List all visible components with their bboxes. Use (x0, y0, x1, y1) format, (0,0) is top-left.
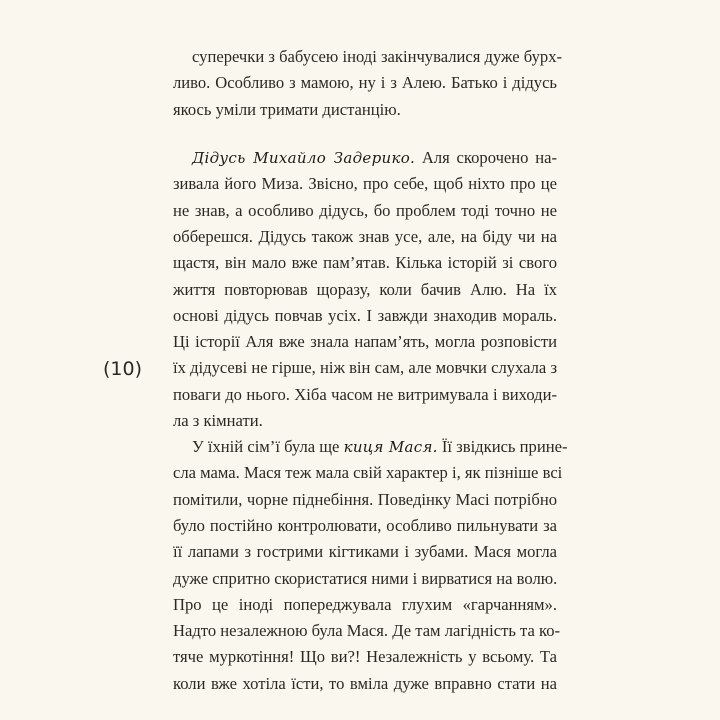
text-segment: життя повторював щоразу, коли бачив Алю. На їх (173, 279, 557, 299)
text-line (173, 224, 557, 250)
text-line (173, 644, 557, 670)
text-line (173, 460, 563, 486)
text-segment: поваги до нього. Хіба часом не витримувала і виходи- (173, 384, 557, 404)
text-segment: У їхній сім’ї була ще (192, 437, 344, 456)
text-line (173, 145, 557, 171)
handwritten-name: киця Мася. (343, 438, 438, 456)
text-line (173, 250, 557, 276)
text-segment: коли вже хотіла їсти, то вміла дуже вправно стати на (173, 673, 557, 693)
text-segment: ливо. Особливо з мамою, ну і з Алею. Батько і дідусь (173, 73, 557, 93)
text-line (173, 513, 557, 539)
text-segment: суперечки з бабусею іноді закінчувалися дуже бурх- (192, 47, 563, 66)
text-line (173, 618, 561, 644)
handwritten-name: Дідусь Михайло Задерико. (192, 149, 416, 167)
text-segment: її лапами з гострими кігтиками і зубами. Мася могла (173, 542, 557, 562)
text-segment: тяче муркотіння! Що ви?! Незалежність у всьому. Та (173, 647, 557, 667)
text-segment: Надто незалежною була Мася. Де там лагідність та ко- (173, 621, 561, 641)
text-line (173, 70, 557, 96)
text-line (173, 303, 557, 329)
text-line (173, 44, 563, 70)
text-line (173, 382, 557, 408)
text-segment: щастя, він мало вже пам’ятав. Кілька історій зі свого (173, 253, 557, 273)
text-segment: обберешся. Дідусь також знав усе, але, на біду чи на (173, 226, 557, 246)
text-segment: ла з кімнати. (173, 411, 263, 430)
text-segment: помітили, чорне піднебіння. Поведінку Масі потрібно (173, 489, 557, 509)
text-segment: Її звідкись прине- (437, 437, 568, 456)
text-line (173, 671, 557, 697)
text-segment: Аля скорочено на- (415, 148, 558, 167)
text-line (173, 539, 557, 565)
text-segment: якось уміли тримати дистанцію. (173, 99, 401, 119)
margin-page-note: (10) (103, 358, 143, 380)
text-segment: їх дідусеві не гірше, ніж він сам, але мовчки слухала з (173, 358, 557, 378)
text-line (173, 592, 557, 618)
text-line (173, 198, 557, 224)
text-line (173, 329, 557, 355)
text-line (173, 277, 557, 303)
text-segment: Про це іноді попереджувала глухим «гарчанням». (173, 594, 557, 614)
text-line (173, 171, 557, 197)
text-segment: зивала його Миза. Звісно, про себе, щоб ніхто про це (173, 174, 557, 194)
text-segment: сла мама. Мася теж мала свій характер і, як пізніше всі (173, 463, 563, 483)
text-segment: не знав, а особливо дідусь, бо проблем тоді точно не (173, 200, 557, 220)
text-segment: було постійно контролювати, особливо пильнувати за (173, 515, 557, 535)
text-segment: Ці історії Аля вже знала напам’ять, могла розповісти (173, 332, 557, 352)
text-line (173, 355, 557, 381)
text-line (173, 408, 557, 434)
text-line (173, 487, 557, 513)
text-line (173, 566, 557, 592)
text-segment: дуже спритно скористатися ними і вирватися на волю. (173, 568, 558, 588)
text-line (173, 434, 568, 460)
text-line (173, 97, 557, 123)
text-segment: основі дідусь повчав усіх. І завжди знаходив мораль. (173, 305, 557, 325)
